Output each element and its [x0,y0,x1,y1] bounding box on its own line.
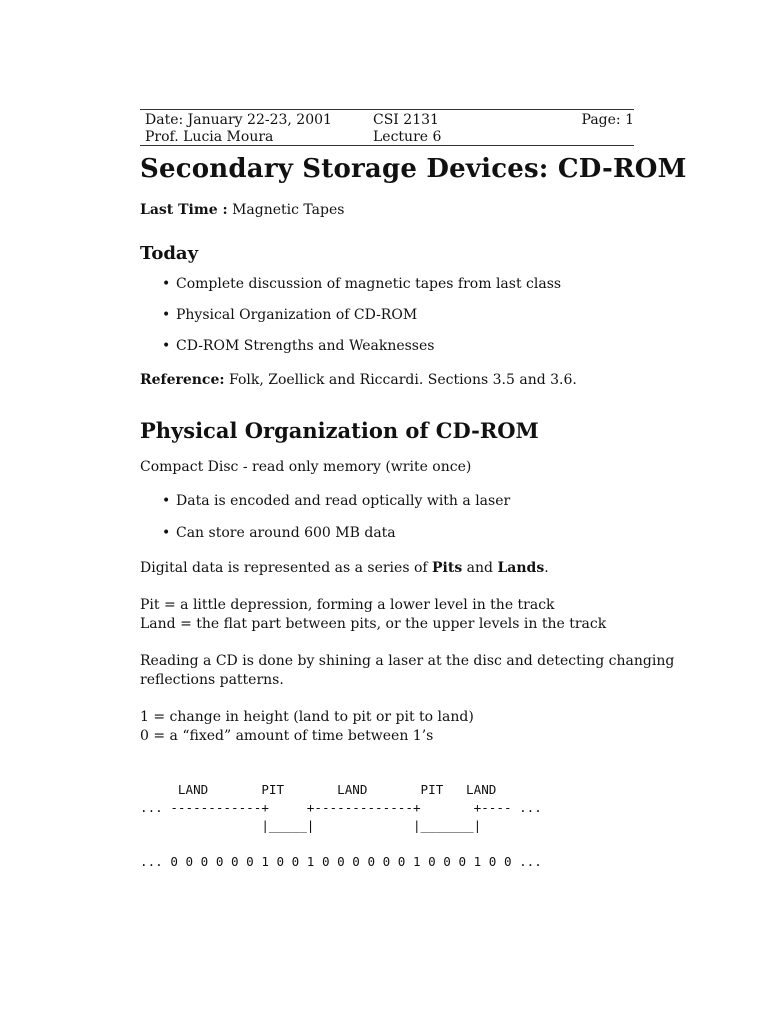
physical-item-text: Data is encoded and read optically with a laser [176,493,511,509]
header-middle [373,112,441,146]
diagram-line: ... 0 0 0 0 0 0 1 0 0 1 0 0 0 0 0 0 1 0 0 0 1 0 0 ... [140,854,542,869]
header-date: Date: January 22-23, 2001 [145,112,332,128]
land-definition: Land = the flat part between pits, or the upper levels in the track [140,616,607,632]
today-item-text: Physical Organization of CD-ROM [176,307,418,323]
header-right [582,112,634,129]
today-item-text: Complete discussion of magnetic tapes from last class [176,276,562,292]
reading-line-1: Reading a CD is done by shining a laser at the disc and detecting changing [140,653,675,669]
and-text: and [462,560,498,576]
zero-definition: 0 = a “fixed” amount of time between 1’s [140,728,434,744]
header-page: Page: 1 [581,112,634,128]
one-definition: 1 = change in height (land to pit or pit to land) [140,709,474,725]
today-item [162,306,417,324]
pits-term: Pits [432,560,463,576]
pit-land-diagram [140,781,542,871]
physical-item-text: Can store around 600 MB data [176,525,396,541]
diagram-line: |_____| |_______| [140,818,482,833]
header-prof: Prof. Lucia Moura [145,129,274,145]
page-title: Secondary Storage Devices: CD-ROM [140,154,687,184]
reading-line-2: reflections patterns. [140,672,284,688]
diagram-line: ... ------------+ +-------------+ +---- ... [140,800,542,815]
today-heading: Today [140,243,199,264]
header-left [145,112,332,146]
bullet-icon: • [162,338,171,354]
today-item-text: CD-ROM Strengths and Weaknesses [176,338,435,354]
last-time-line [140,201,344,220]
period-text: . [544,560,549,576]
lecture-header [140,109,634,146]
lands-term: Lands [497,560,545,576]
header-course: CSI 2131 [373,112,439,128]
pit-definition: Pit = a little depression, forming a lower level in the track [140,597,555,613]
physical-intro: Compact Disc - read only memory (write once) [140,459,472,475]
last-time-text: Magnetic Tapes [232,202,345,218]
header-lecture: Lecture 6 [373,129,442,145]
bullet-icon: • [162,276,171,292]
diagram-line: LAND PIT LAND PIT LAND [140,782,497,797]
bullet-icon: • [162,525,171,541]
digital-data-line [140,559,549,578]
reference-line [140,371,577,390]
physical-item [162,524,396,542]
today-item [162,275,561,293]
digital-text: Digital data is represented as a series of [140,560,433,576]
reference-text: Folk, Zoellick and Riccardi. Sections 3.5 and 3.6. [229,372,577,388]
physical-item [162,492,510,510]
bullet-icon: • [162,493,171,509]
bullet-icon: • [162,307,171,323]
reference-label: Reference: [140,372,225,388]
last-time-label: Last Time : [140,202,228,218]
physical-heading: Physical Organization of CD-ROM [140,418,539,443]
today-item [162,337,434,355]
